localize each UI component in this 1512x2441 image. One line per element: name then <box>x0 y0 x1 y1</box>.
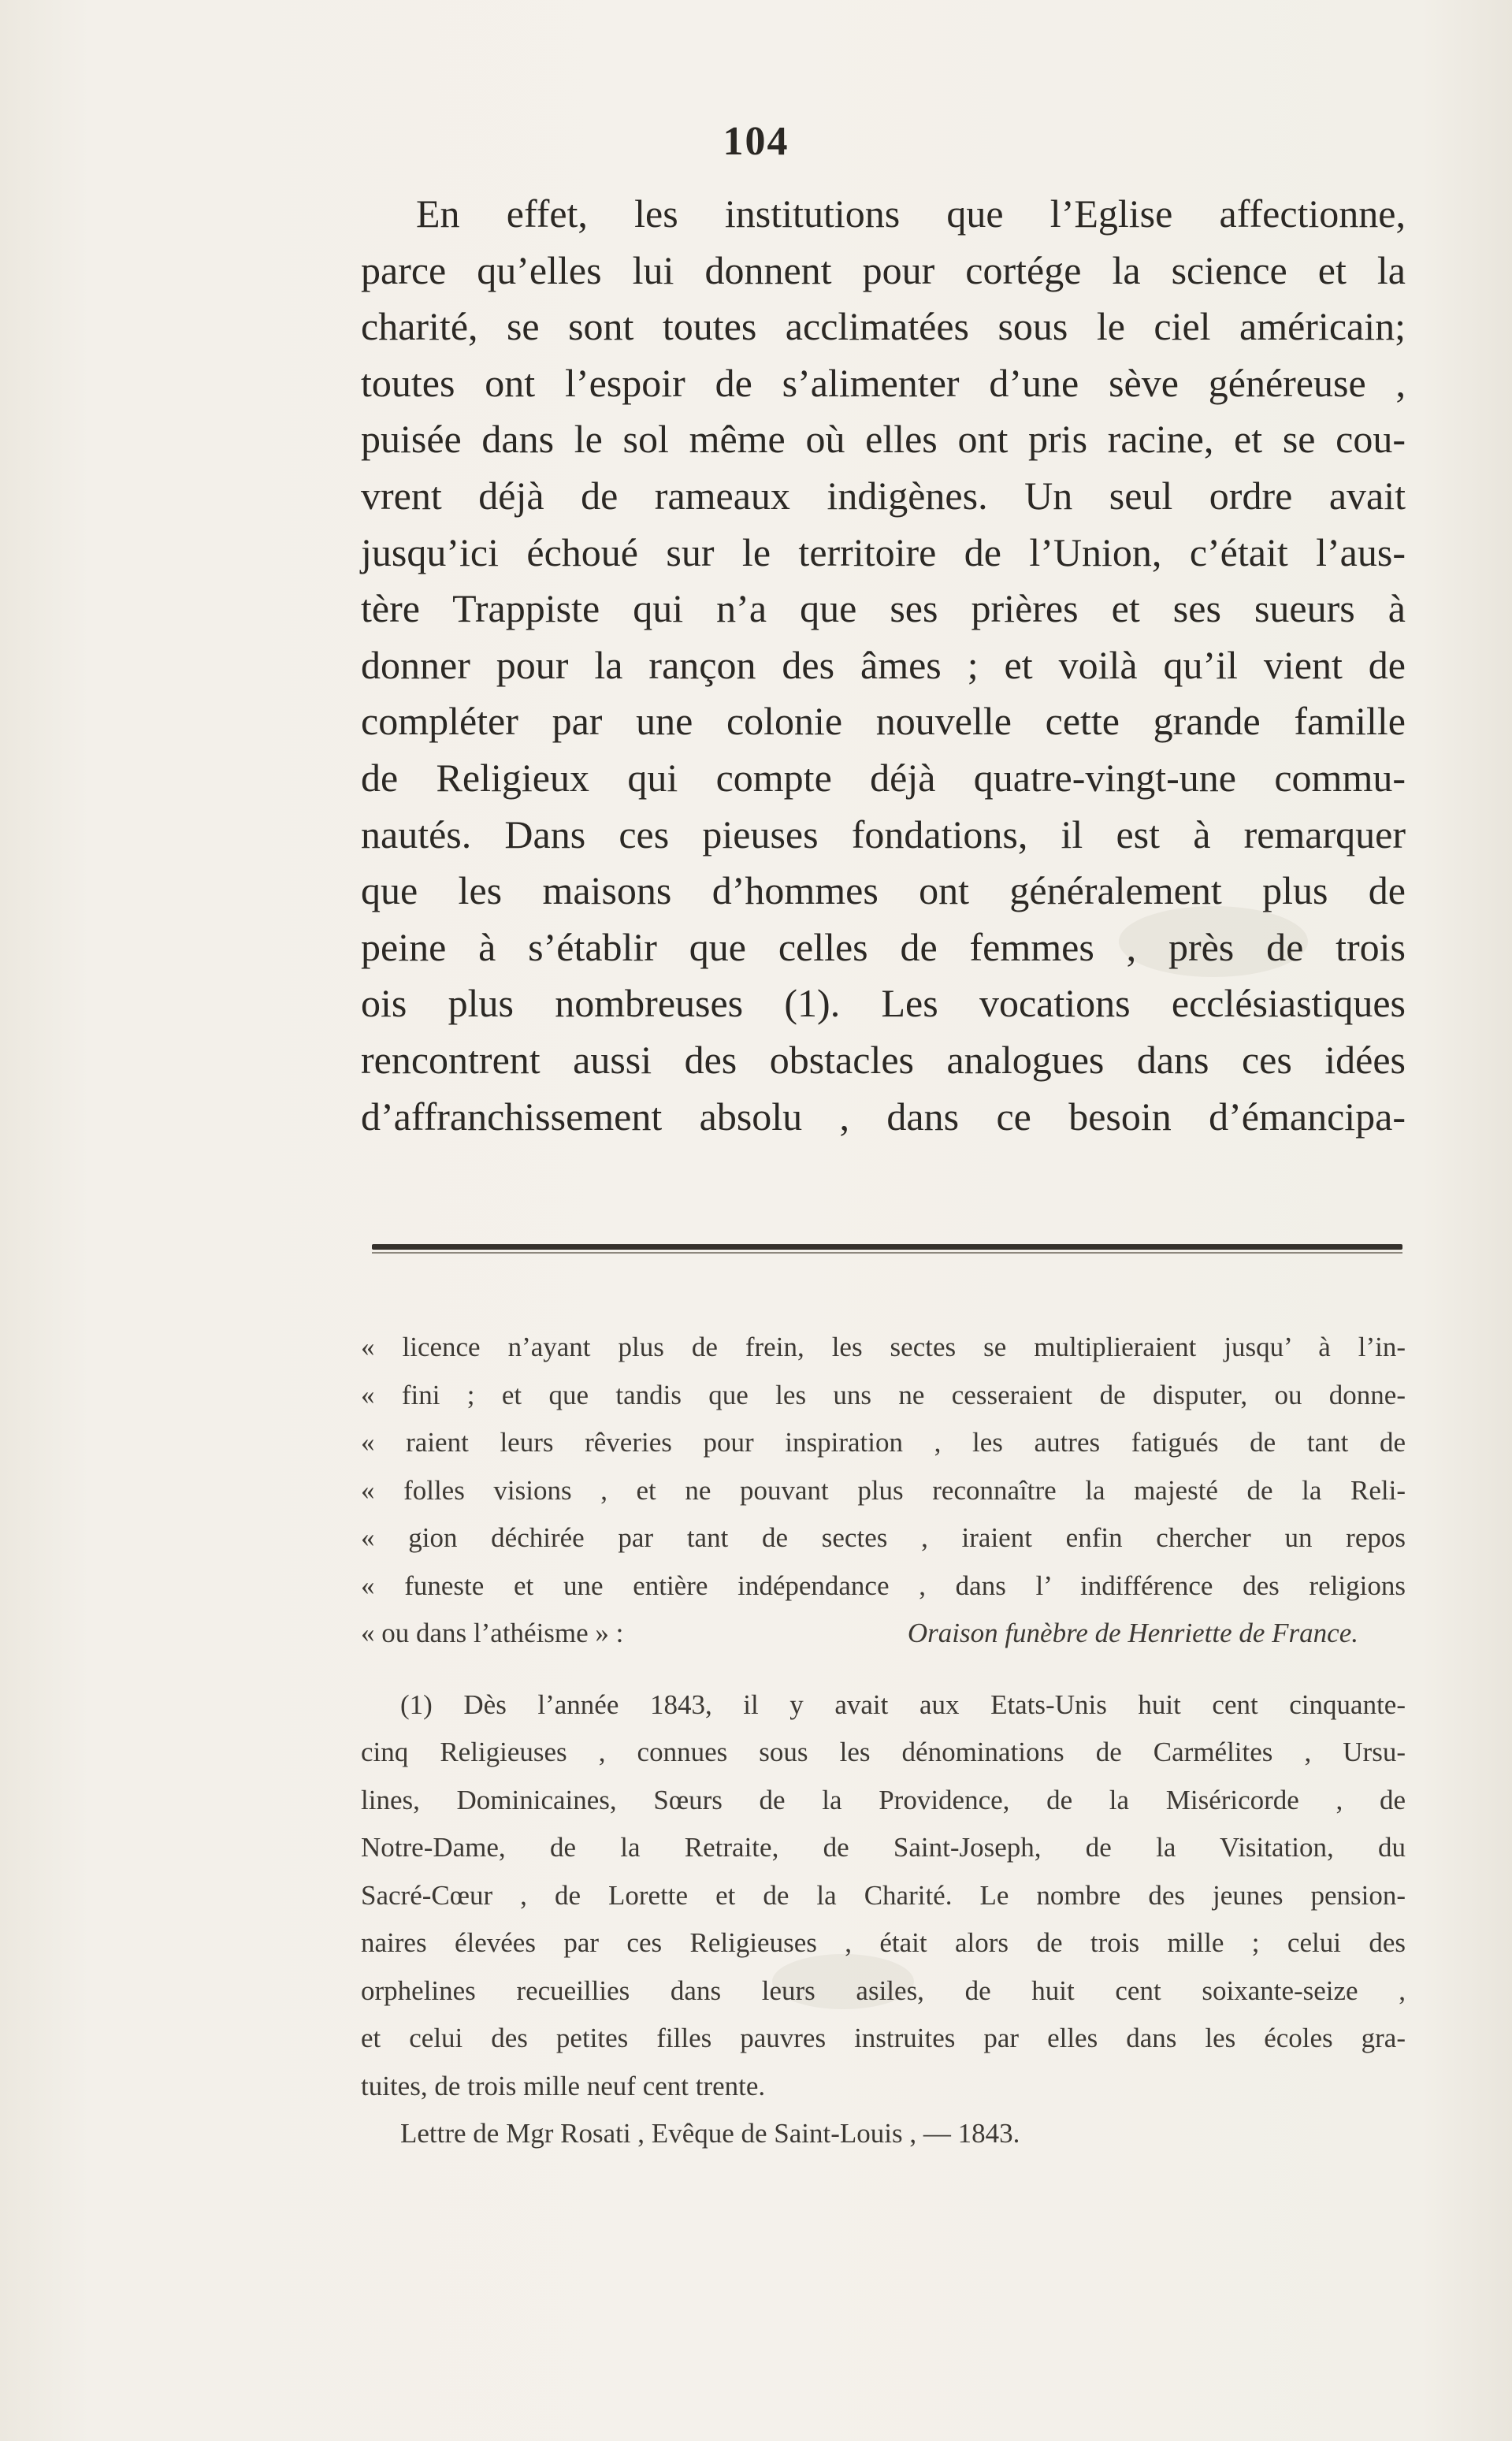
text-line: rencontrent aussi des obstacles analogues dans ces idées <box>361 1037 1406 1082</box>
text-line: peine à s’établir que celles de femmes , près de trois <box>361 924 1406 969</box>
text-line: En effet, les institutions que l’Eglise affectionne, <box>416 191 1406 236</box>
text-line: nautés. Dans ces pieuses fondations, il est à remarquer <box>361 812 1406 856</box>
footnote-line: lines, Dominicaines, Sœurs de la Providence, de la Miséricorde , de <box>361 1784 1406 1815</box>
footnote-divider-thin <box>372 1252 1402 1254</box>
text-line: jusqu’ici échoué sur le territoire de l’Union, c’était l’aus- <box>361 529 1406 574</box>
text-line: charité, se sont toutes acclimatées sous le ciel américain; <box>361 304 1406 349</box>
footnote-line: et celui des petites filles pauvres instruites par elles dans les écoles gra- <box>361 2023 1406 2053</box>
quote-block <box>361 1324 1406 1658</box>
quote-citation-row <box>361 1610 1406 1658</box>
text-line: de Religieux qui compte déjà quatre-vingt-une commu- <box>361 755 1406 800</box>
footnote-line: Sacré-Cœur , de Lorette et de la Charité. Le nombre des jeunes pension- <box>361 1879 1406 1911</box>
text-line: compléter par une colonie nouvelle cette grande famille <box>361 699 1406 744</box>
text-line: donner pour la rançon des âmes ; et voilà qu’il vient de <box>361 642 1406 687</box>
quote-line: « licence n’ayant plus de frein, les sectes se multiplieraient jusqu’ à l’in- <box>361 1332 1406 1362</box>
quote-line: « fini ; et que tandis que les uns ne cesseraient de disputer, ou donne- <box>361 1379 1406 1410</box>
quote-line: « gion déchirée par tant de sectes , iraient enfin chercher un repos <box>361 1522 1406 1553</box>
footnote-line: naires élevées par ces Religieuses , était alors de trois mille ; celui des <box>361 1927 1406 1958</box>
page-number: 104 <box>723 119 789 164</box>
main-paragraph <box>361 186 1406 1145</box>
text-line: toutes ont l’espoir de s’alimenter d’une sève généreuse , <box>361 360 1406 405</box>
text-line: d’affranchissement absolu , dans ce besoin d’émancipa- <box>361 1094 1406 1139</box>
footnote-divider <box>372 1244 1402 1250</box>
text-line: tère Trappiste qui n’a que ses prières et ses sueurs à <box>361 586 1406 631</box>
quote-last-line: « ou dans l’athéisme » : <box>361 1618 624 1648</box>
footnote-line: tuites, de trois mille neuf cent trente. <box>361 2070 766 2101</box>
footnote-line: cinq Religieuses , connues sous les dénominations de Carmélites , Ursu- <box>361 1737 1406 1767</box>
footnote-line: Notre-Dame, de la Retraite, de Saint-Joseph, de la Visitation, du <box>361 1832 1406 1863</box>
text-line: vrent déjà de rameaux indigènes. Un seul ordre avait <box>361 473 1406 518</box>
footnote-1 <box>361 1681 1406 2158</box>
text-line: ois plus nombreuses (1). Les vocations ecclésiastiques <box>361 981 1406 1026</box>
footnote-line: orphelines recueillies dans leurs asiles, de huit cent soixante-seize , <box>361 1975 1406 2006</box>
quote-line: « folles visions , et ne pouvant plus reconnaître la majesté de la Reli- <box>361 1474 1406 1506</box>
footnote-signature: Lettre de Mgr Rosati , Evêque de Saint-Louis , — 1843. <box>400 2118 1020 2149</box>
footnote-line: (1) Dès l’année 1843, il y avait aux Etats-Unis huit cent cinquante- <box>400 1689 1406 1720</box>
quote-source: Oraison funèbre de Henriette de France. <box>907 1618 1358 1648</box>
text-line: puisée dans le sol même où elles ont pris racine, et se cou- <box>361 417 1406 462</box>
text-line: parce qu’elles lui donnent pour cortége la science et la <box>361 247 1406 292</box>
quote-line: « raient leurs rêveries pour inspiration , les autres fatigués de tant de <box>361 1427 1406 1458</box>
footnotes <box>361 1324 1406 2158</box>
text-line: que les maisons d’hommes ont généralement plus de <box>361 868 1406 913</box>
quote-line: « funeste et une entière indépendance , dans l’ indifférence des religions <box>361 1570 1406 1601</box>
